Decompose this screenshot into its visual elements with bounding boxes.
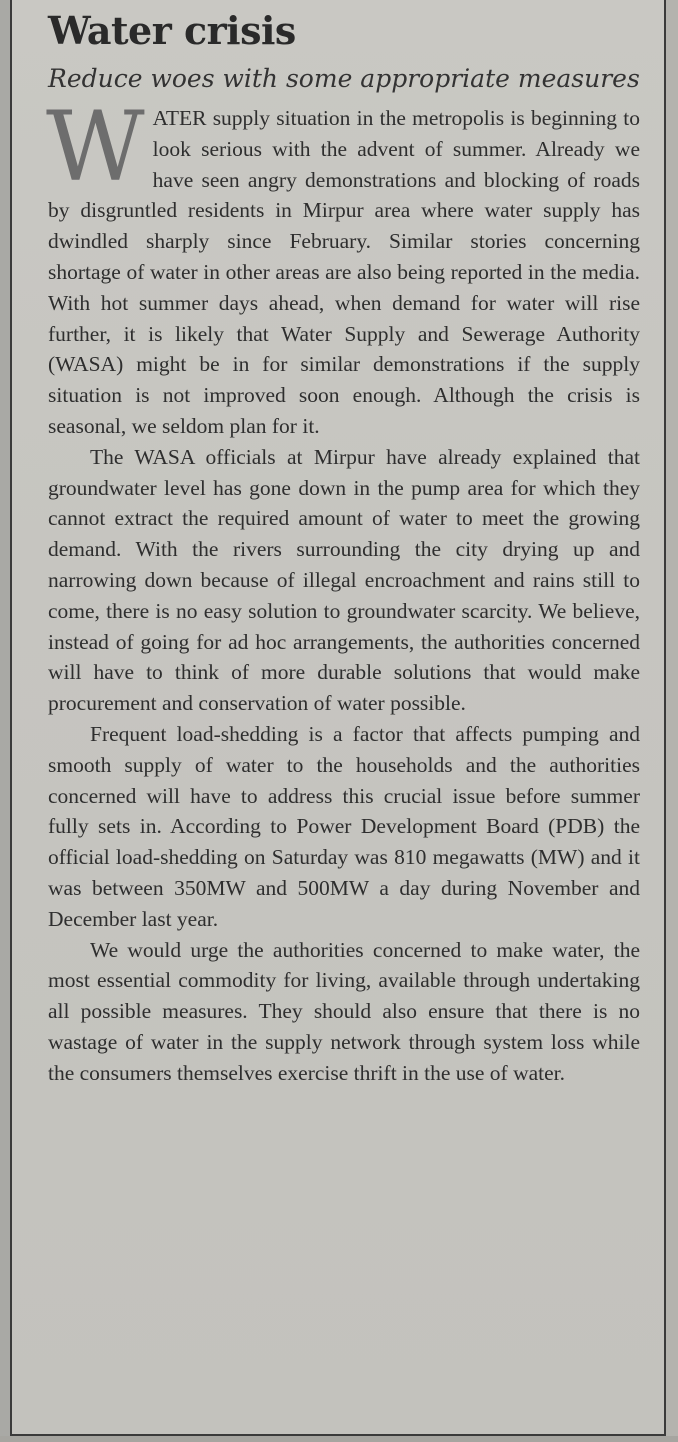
paragraph-3: Frequent load-shedding is a factor that affects pumping and smooth supply of water to the households and the authorities concerned will have to address this crucial issue before summer fully sets in. According to Power Development Board (PDB) the official load-shedding on Saturday was 810 megawatts (MW) and it was between 350MW and 500MW a day during November and December last year. bbox=[48, 721, 640, 931]
page-edge-bottom bbox=[0, 1436, 678, 1442]
article-content bbox=[48, 6, 640, 1089]
editorial-clipping bbox=[10, 0, 666, 1436]
subheadline: Reduce woes with some appropriate measures bbox=[48, 64, 640, 93]
paragraph-1 bbox=[46, 91, 640, 442]
page-edge-right bbox=[666, 0, 678, 1442]
paragraph-1-text: ATER supply situation in the metropolis is beginning to look serious with the advent of summer. Already we have seen angry demonstrations and blocking of roads by disgruntled residents in Mirpur area where water supply has dwindled sharply since February. Similar stories concerning shortage of water in other areas are also being reported in the media. With hot summer days ahead, when demand for water will rise further, it is likely that Water Supply and Sewerage Authority (WASA) might be in for similar demonstrations if the supply situation is not improved soon enough. Although the crisis is seasonal, we seldom plan for it. bbox=[48, 106, 640, 438]
paragraph-2: The WASA officials at Mirpur have already explained that groundwater level has gone down in the pump area for which they cannot extract the required amount of water to meet the growing demand. With the rivers surrounding the city drying up and narrowing down because of illegal encroachment and rains still to come, there is no easy solution to groundwater scarcity. We believe, instead of going for ad hoc arrangements, the authorities concerned will have to think of more durable solutions that would make procurement and conservation of water possible. bbox=[48, 444, 640, 716]
drop-cap: W bbox=[46, 91, 145, 203]
headline: Water crisis bbox=[48, 8, 296, 53]
paragraph-4: We would urge the authorities concerned to make water, the most essential commodity for living, available through undertaking all possible measures. They should also ensure that there is no wastage of water in the supply network through system loss while the consumers themselves exercise thrift in the use of water. bbox=[48, 937, 640, 1085]
article-body bbox=[46, 91, 640, 1089]
